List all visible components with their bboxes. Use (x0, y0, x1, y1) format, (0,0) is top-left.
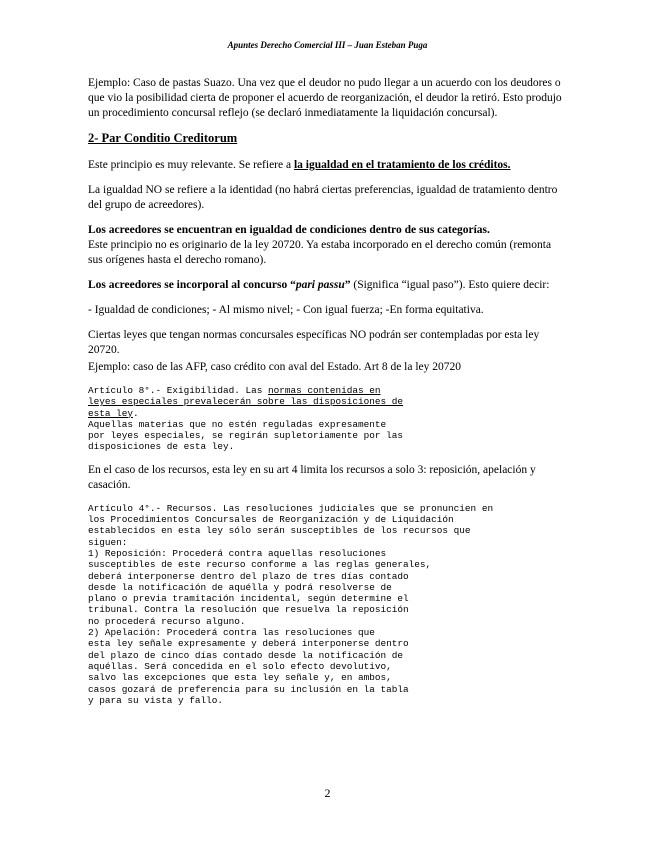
article-8-underlined-3: esta ley (88, 407, 134, 419)
article-8-underlined-2: leyes especiales prevalecerán sobre las disposiciones de (88, 396, 404, 408)
article-8-quote (88, 385, 563, 453)
paragraph-principle-text: Este principio es muy relevante. Se refiere a (88, 159, 294, 171)
paragraph-categories-text: Este principio no es originario de la ley 20720. Ya estaba incorporado en el derecho común (remonta sus orígenes hasta el derecho romano). (88, 239, 552, 266)
paragraph-example-suazo: Ejemplo: Caso de pastas Suazo. Una vez que el deudor no pudo llegar a un acuerdo con los deudores o que vio la posibilidad cierta de proponer el acuerdo de reorganización, el deudor la retiró. Esto produjo un procedimiento concursal reflejo (se declaró inmediatamente la liquidación concursal). (88, 77, 562, 119)
pari-passu-bold-close: ” (344, 279, 351, 291)
paragraph-principle-emphasis: la igualdad en el tratamiento de los créditos. (293, 159, 511, 171)
article-8-line-3 (88, 408, 563, 419)
paragraph-afp-example: Ejemplo: caso de las AFP, caso crédito con aval del Estado. Art 8 de la ley 20720 (88, 361, 462, 373)
pari-passu-bold-open: Los acreedores se incorporal al concurso “ (88, 279, 296, 291)
article-8-line-1 (88, 385, 563, 396)
article-8-line-2 (88, 396, 563, 407)
article-8-underlined-1: normas contenidas en (268, 385, 381, 396)
paragraph-identity: La igualdad NO se refiere a la identidad (no habrá ciertas preferencias, igualdad de tratamiento dentro del grupo de acreedores). (88, 184, 558, 211)
paragraph-special-laws: Ciertas leyes que tengan normas concursales específicas NO podrán ser contempladas por esta ley 20720. (88, 329, 540, 356)
paragraph-categories (88, 223, 563, 268)
paragraph-recursos: En el caso de los recursos, esta ley en su art 4 limita los recursos a solo 3: reposición, apelación y casación. (88, 463, 536, 491)
paragraph-equality-list: - Igualdad de condiciones; - Al mismo nivel; - Con igual fuerza; -En forma equitativa. (88, 304, 484, 316)
section-heading: 2- Par Conditio Creditorum (88, 131, 238, 145)
document-body (88, 76, 563, 706)
page-header: Apuntes Derecho Comercial III – Juan Esteban Puga (227, 40, 428, 50)
page-number: 2 (324, 786, 331, 800)
paragraph-principle (88, 158, 563, 173)
article-8-rest: Aquellas materias que no estén reguladas expresamente por leyes especiales, se regirán supletoriamente por las disposiciones de esta ley. (88, 418, 404, 453)
article-8-title: Artículo 8°.- Exigibilidad. Las (88, 385, 269, 396)
paragraph-categories-bold: Los acreedores se encuentran en igualdad de condiciones dentro de sus categorías. (88, 224, 490, 236)
pari-passu-meaning: (Significa “igual paso”). Esto quiere decir: (350, 279, 550, 291)
article-4-quote: Artículo 4°.- Recursos. Las resoluciones judiciales que se pronuncien en los Procedimientos Concursales de Reorganización y de Liquidación establecidos en esta ley sólo serán susceptibles de los recursos que siguen: 1) Reposición: Procederá contra aquellas resoluciones susceptibles de este recurso conforme a las reglas generales, deberá interponerse dentro del plazo de tres días contado desde la notificación de aquélla y podrá resolverse de plano o previa tramitación incidental, según determine el tribunal. Contra la resolución que resuelva la reposición no procederá recurso alguno. 2) Apelación: Procederá contra las resoluciones que esta ley señale expresamente y deberá interponerse dentro del plazo de cinco días contado desde la notificación de aquéllas. Será concedida en el solo efecto devolutivo, salvo las excepciones que esta ley señale y, en ambos, casos gozará de preferencia para su inclusión en la tabla y para su vista y fallo. (88, 502, 494, 706)
article-8-period: . (133, 407, 139, 419)
pari-passu-term: pari passu (295, 279, 345, 291)
paragraph-pari-passu (88, 278, 563, 293)
